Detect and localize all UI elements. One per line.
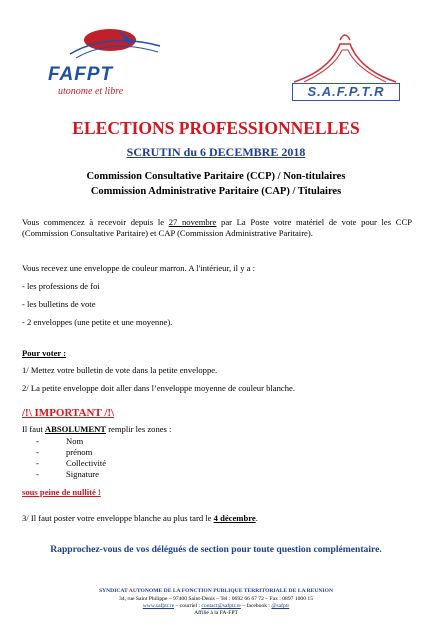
zone-label: Collectivité (66, 458, 107, 468)
email-link[interactable]: contact@safptr.re (201, 603, 241, 609)
zone-item (36, 469, 106, 480)
intro-date: 27 novembre (168, 217, 217, 227)
footer-sep: – facebook : (240, 603, 272, 609)
vote-step-3 (22, 513, 258, 524)
zone-item (36, 447, 106, 458)
fafpt-logo (48, 24, 168, 104)
zone-dash: - (36, 447, 39, 457)
website-link[interactable]: www.safptr.re (142, 603, 175, 609)
nullity-warning: sous peine de nullité ! (22, 487, 101, 497)
safptr-wordmark: S.A.F.P.T.R (292, 83, 400, 101)
envelope-item: - les bulletins de vote (22, 299, 96, 309)
vote-heading: Pour voter : (22, 348, 67, 358)
important-heading: /!\ IMPORTANT /!\ (22, 407, 115, 419)
volcano-emblem-icon (290, 30, 400, 84)
fafpt-wordmark: FAFPT (48, 64, 114, 85)
important-emphasis: ABSOLUMENT (44, 424, 107, 434)
step3-date: 4 décembre (213, 513, 256, 523)
page-title: ELECTIONS PROFESSIONNELLES (72, 118, 360, 138)
footer-address: 34, rue Saint Philippe – 97400 Saint-Denis – Tel : 0692 66 67 72 – Fax : 0897 1000 15 (118, 596, 314, 602)
zone-dash: - (36, 458, 39, 468)
intro-text-1: Vous commencez à recevoir depuis le (22, 217, 169, 227)
zone-label: Nom (66, 436, 84, 446)
step3-text: . (255, 513, 258, 523)
fafpt-tagline: utonome et libre (58, 86, 124, 97)
envelope-item: - les professions de foi (22, 281, 100, 291)
facebook-link[interactable]: @safptr (271, 603, 290, 609)
zone-label: Signature (66, 469, 99, 479)
footer-org-text: SYNDICAT (98, 588, 129, 594)
footer-sep: – courriel : (174, 603, 202, 609)
footer-org-letter: A (128, 588, 133, 594)
zones-list (36, 436, 106, 480)
closing-message: Rapprochez-vous de vos délégués de section pour toute question complémentaire. (50, 544, 382, 555)
zone-dash: - (36, 436, 39, 446)
zone-item (36, 458, 106, 469)
important-lead-text: Il faut (22, 424, 45, 434)
footer-org (0, 588, 432, 595)
vote-step-1: 1/ Mettez votre bulletin de vote dans la petite enveloppe. (22, 365, 218, 375)
intro-text-2: par La Poste votre matériel de vote pour les CCP (Commission Consultative Paritaire) et CAP (Commission Administrative Paritaire). (22, 217, 413, 238)
step3-text: 3/ Il faut poster votre enveloppe blanche au plus tard le (22, 513, 214, 523)
footer-affiliation: Affilié à la FA-FPT (194, 610, 238, 616)
zone-item (36, 436, 106, 447)
intro-paragraph (22, 217, 412, 239)
zone-label: prénom (66, 447, 93, 457)
footer-org-text: UTONOME DE LA FONCTION PUBLIQUE TERRITORIALE DE LA REUNION (132, 588, 333, 594)
important-lead-text: remplir les zones : (106, 424, 172, 434)
envelope-lead: Vous recevez une enveloppe de couleur marron. A l'intérieur, il y a : (22, 263, 255, 273)
safptr-logo (290, 30, 400, 102)
footer-contacts (0, 603, 432, 610)
scrutin-date: SCRUTIN du 6 DECEMBRE 2018 (126, 145, 306, 159)
vote-step-2: 2/ La petite enveloppe doit aller dans l’enveloppe moyenne de couleur blanche. (22, 383, 295, 393)
zone-dash: - (36, 469, 39, 479)
important-lead (22, 424, 171, 435)
fafpt-emblem-icon (48, 24, 168, 64)
commission-ccp: Commission Consultative Paritaire (CCP) / Non-titulaires (86, 171, 346, 182)
commission-cap: Commission Administrative Paritaire (CAP) / Titulaires (90, 186, 342, 197)
envelope-item: - 2 enveloppes (une petite et une moyenne). (22, 317, 173, 327)
